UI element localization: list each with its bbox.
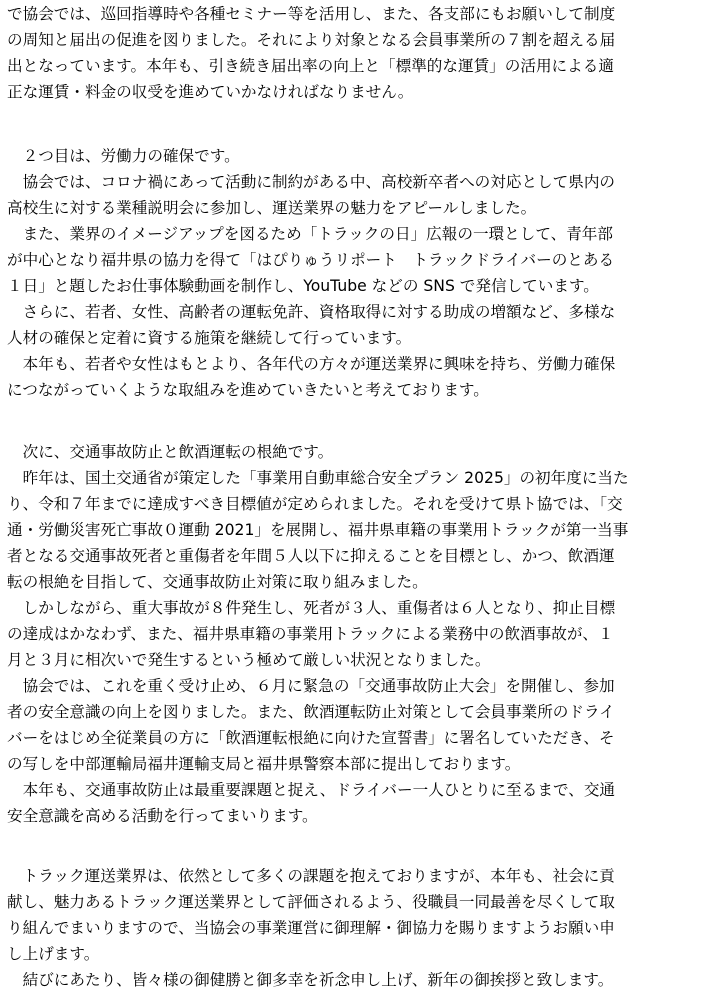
text-line: の達成はかなわず、また、福井県車籍の事業用トラックによる業務中の飲酒事故が、１: [7, 625, 614, 643]
text-line: 者の安全意識の向上を図りました。また、飲酒運転防止対策として会員事業所のドライ: [7, 703, 615, 721]
text-line: し上げます。: [7, 945, 100, 963]
text-line: につながっていくような取組みを進めていきたいと考えております。: [7, 381, 489, 399]
text-line: 者となる交通事故死者と重傷者を年間５人以下に抑えることを目標とし、かつ、飲酒運: [7, 547, 615, 565]
text-line: 月と３月に相次いで発生するという極めて厳しい状況となりました。: [7, 651, 491, 669]
text-line: の写しを中部運輸局福井運輸支局と福井県警察本部に提出しております。: [7, 755, 521, 773]
text-line: 高校生に対する業種説明会に参加し、運送業界の魅力をアピールしました。: [7, 199, 537, 217]
text-line: さらに、若者、女性、高齢者の運転免許、資格取得に対する助成の増額など、多様な: [7, 303, 616, 321]
text-line: の周知と届出の促進を図りました。それにより対象となる会員事業所の７割を超える届: [7, 31, 616, 49]
text-line: り組んでまいりますので、当協会の事業運営に御理解・御協力を賜りますようお願い申: [7, 919, 615, 937]
text-line: 正な運賃・料金の収受を進めていかなければなりません。: [7, 83, 414, 101]
text-line: で協会では、巡回指導時や各種セミナー等を活用し、また、各支部にもお願いして制度: [7, 5, 616, 23]
text-line: が中心となり福井県の協力を得て「はぴりゅうリポート トラックドライバーのとある: [7, 251, 615, 269]
text-line: 通・労働災害死亡事故０運動 2021」を展開し、福井県車籍の事業用トラックが第一当事: [7, 521, 629, 539]
text-line: １日」と題したお仕事体験動画を制作し、YouTube などの SNS で発信しています。: [7, 277, 599, 295]
text-line: 出となっています。本年も、引き続き届出率の向上と「標準的な運賃」の活用による適: [7, 57, 614, 75]
text-line: 転の根絶を目指して、交通事故防止対策に取り組みました。: [7, 573, 428, 591]
text-line: 人材の確保と定着に資する施策を継続して行っています。: [7, 329, 412, 347]
text-line: 次に、交通事故防止と飲酒運転の根絶です。: [7, 443, 334, 461]
text-line: り、令和７年までに達成すべき目標値が定められました。それを受けて県ト協では、「交: [7, 495, 623, 513]
text-line: また、業界のイメージアップを図るため「トラックの日」広報の一環として、青年部: [7, 225, 613, 243]
text-line: バーをはじめ全従業員の方に「飲酒運転根絶に向けた宣誓書」に署名していただき、そ: [7, 729, 615, 747]
text-line: 本年も、交通事故防止は最重要課題と捉え、ドライバー一人ひとりに至るまで、交通: [7, 781, 616, 799]
text-line: ２つ目は、労働力の確保です。: [7, 147, 240, 165]
text-line: 昨年は、国土交通省が策定した「事業用自動車総合安全プラン 2025」の初年度に当た: [7, 469, 629, 487]
text-line: トラック運送業界は、依然として多くの課題を抱えておりますが、本年も、社会に貢: [7, 867, 615, 885]
text-line: 献し、魅力あるトラック運送業界として評価されるよう、役職員一同最善を尽くして取: [7, 893, 615, 911]
text-line: 結びにあたり、皆々様の御健勝と御多幸を祈念申し上げ、新年の御挨拶と致します。: [7, 971, 614, 989]
text-line: 安全意識を高める活動を行ってまいります。: [7, 807, 318, 825]
text-line: 協会では、コロナ禍にあって活動に制約がある中、高校新卒者への対応として県内の: [7, 173, 616, 191]
text-line: しかしながら、重大事故が８件発生し、死者が３人、重傷者は６人となり、抑止目標: [7, 599, 616, 617]
text-line: 協会では、これを重く受け止め、６月に緊急の「交通事故防止大会」を開催し、参加: [7, 677, 615, 695]
text-line: 本年も、若者や女性はもとより、各年代の方々が運送業界に興味を持ち、労働力確保: [7, 355, 616, 373]
